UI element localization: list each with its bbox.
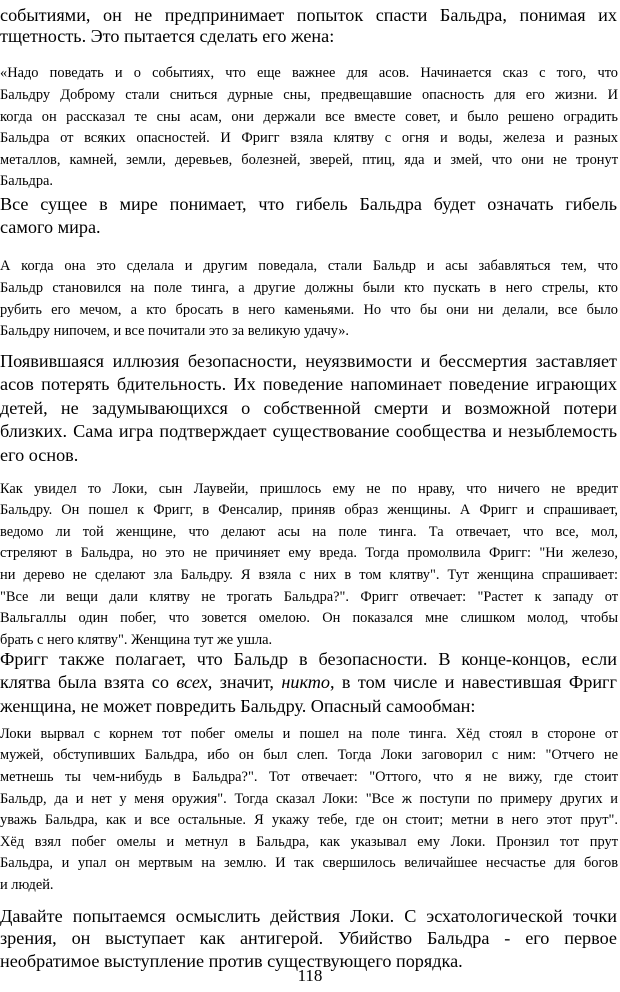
paragraph-6-line: брать с него клятву". Женщина тут же ушла. [0, 632, 273, 648]
paragraph-4-line: Бальдру нипочем, и все почитали это за великую удачу». [0, 323, 350, 339]
paragraph-6-line: ни дерево не сделают зла Бальдру. Я взяла с них в том клятву". Тут женщина спрашивает: [0, 567, 618, 583]
paragraph-2-line: когда он рассказал те сны асам, они держали все вместе совет, и было решено оградить [0, 109, 618, 125]
paragraph-7-line: клятва была взята со всех, значит, никто, в том числе и навестившая Фригг [0, 672, 617, 692]
paragraph-2-line: Бальдра от всяких опасностей. И Фригг взяла клятву с огня и воды, железа и разных [0, 130, 618, 146]
paragraph-2-line: Бальдра. [0, 173, 54, 189]
paragraph-9-line: Давайте попытаемся осмыслить действия Локи. С эсхатологической точки [0, 906, 617, 926]
paragraph-3-line: самого мира. [0, 217, 101, 237]
paragraph-2-line: Бальдру Доброму стали сниться дурные сны, предвещавшие опасность для его жизни. И [0, 87, 618, 103]
paragraph-4-line: Бальдр становился на поле тинга, а другие должны были кто пускать в него стрелы, кто [0, 280, 618, 296]
paragraph-6-line: Вальгаллы один побег, что зовется омелою. Он показался мне слишком молод, чтобы [0, 610, 618, 626]
paragraph-1-line: событиями, он не предпринимает попыток спасти Бальдра, понимая их [0, 5, 617, 25]
paragraph-8-line: мужей, обступивших Бальдра, ибо он был слеп. Тогда Локи заговорил с ним: "Отчего не [0, 747, 618, 763]
paragraph-9-line: зрения, он выступает как антигерой. Убийство Бальдра - его первое [0, 928, 617, 948]
paragraph-8-line: метнешь ты чем-нибудь в Бальдра?". Тот отвечает: "Оттого, что я не вижу, где стоит [0, 769, 618, 785]
paragraph-2-line: металлов, камней, земли, деревьев, болезней, зверей, птиц, яда и змей, что они не тронут [0, 152, 618, 168]
paragraph-9-line: необратимое выступление против существующего порядка. [0, 951, 463, 971]
paragraph-6-line: "Все ли вещи дали клятву не трогать Бальдра?". Фригг отвечает: "Растет к западу от [0, 589, 618, 605]
paragraph-3-line: Все сущее в мире понимает, что гибель Бальдра будет означать гибель [0, 194, 617, 214]
paragraph-7-line: Фригг также полагает, что Бальдр в безопасности. В конце-концов, если [0, 649, 617, 669]
page-number: 118 [297, 966, 323, 985]
paragraph-8-line: Локи вырвал с корнем тот побег омелы и пошел на поле тинга. Хёд стоял в стороне от [0, 726, 618, 742]
paragraph-5-line: его основ. [0, 445, 79, 465]
paragraph-1-line: тщетность. Это пытается сделать его жена: [0, 26, 335, 46]
paragraph-6-line: Как увидел то Локи, сын Лаувейи, пришлось ему не по нраву, что ничего не вредит [0, 481, 618, 497]
paragraph-6-line: стреляют в Бальдра, но это не причиняет ему вреда. Тогда промолвила Фригг: "Ни железо, [0, 545, 618, 561]
paragraph-5-line: близких. Сама игра подтверждает существование сообщества и незыблемость [0, 421, 617, 441]
paragraph-4-line: рубить его мечом, а кто бросать в него каменьями. Но что бы они ни делали, все было [0, 302, 618, 318]
paragraph-8-line: Хёд взял побег омелы и метнул в Бальдра, как указывал ему Локи. Пронзил тот прут [0, 834, 618, 850]
paragraph-5-line: Появившаяся иллюзия безопасности, неуязвимости и бессмертия заставляет [0, 351, 617, 371]
paragraph-2-line: «Надо поведать и о событиях, что еще важнее для асов. Начинается сказ с того, что [0, 65, 618, 81]
paragraph-8-line: Бальдра, и упал он мертвым на землю. И так свершилось величайшее несчастье для богов [0, 855, 618, 871]
paragraph-5-line: детей, не задумывающихся о собственной смерти и возможной потери [0, 398, 617, 418]
paragraph-8-line: уважь Бальдра, как и все остальные. Я укажу тебе, где он стоит; метни в него этот прут". [0, 812, 618, 828]
paragraph-6-line: Бальдру. Он пошел к Фригг, в Фенсалир, приняв образ женщины. А Фригг и спрашивает, [0, 502, 618, 518]
paragraph-6-line: ведомо ли той женщине, что делают асы на поле тинга. Та отвечает, что все, мол, [0, 524, 618, 540]
paragraph-7-line: женщина, не может повредить Бальдру. Опасный самообман: [0, 696, 476, 716]
paragraph-4-line: А когда она это сделала и другим поведала, стали Бальдр и асы забавляться тем, что [0, 258, 618, 274]
paragraph-8-line: и людей. [0, 877, 54, 893]
paragraph-5-line: асов потерять бдительность. Их поведение напоминает поведение играющих [0, 374, 617, 394]
paragraph-8-line: Бальдр, да и нет у меня оружия". Тогда сказал Локи: "Все ж поступи по примеру других и [0, 791, 618, 807]
